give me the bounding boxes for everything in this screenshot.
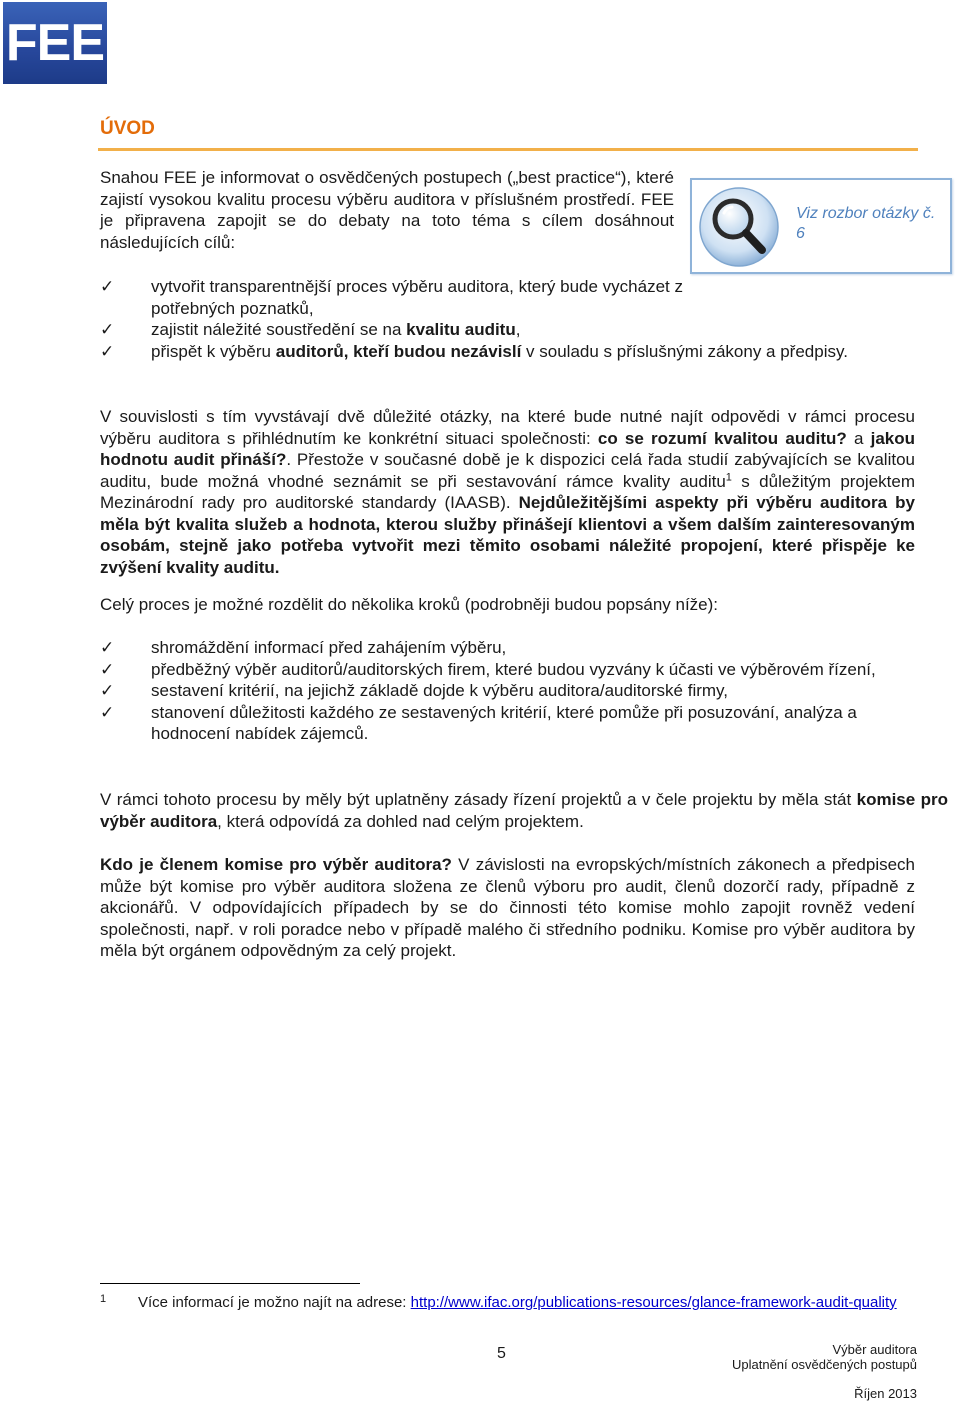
footnote-ref[interactable]: 1 [725,470,732,483]
list-item [100,276,711,319]
bold-run: co se rozumí kvalitou auditu? [597,428,847,448]
check-icon: ✓ [100,320,115,339]
list-item-bold: kvalitu auditu [406,320,516,339]
footer-date: Říjen 2013 [854,1386,917,1401]
steps-list [100,637,948,745]
list-item-text: zajistit náležité soustředění se na [151,320,407,339]
list-item [100,319,860,341]
list-item-text: předběžný výběr auditorů/auditorských firem, které budou vyzvány k účasti ve výběrovém řízení, [151,659,876,679]
footnote-label: Více informací je možno najít na adrese: [138,1294,411,1311]
check-icon: ✓ [100,277,115,296]
question-reference-text[interactable]: Viz rozbor otázky č. 6 [796,205,936,242]
paragraph-steps-intro: Celý proces je možné rozdělit do několika kroků (podrobněji budou popsány níže): [100,595,719,614]
list-item [100,680,948,702]
footnote-text [138,1292,897,1314]
paragraph-committee [100,789,948,832]
paragraph-committee-members [100,854,915,962]
footer-subtitle: Uplatnění osvědčených postupů [731,1357,917,1372]
list-item [100,659,948,681]
intro-paragraph: Snahou FEE je informovat o osvědčených postupech („best practice“), které zajistí vysokou kvalitu procesu výběru auditora v příslušném prostředí. FEE je připravena zapojit se do debaty na toto téma s cílem dosáhnout následujících cílů: [100,168,674,252]
check-icon: ✓ [100,341,115,361]
list-item-text: vytvořit transparentnější proces výběru auditora, který bude vycházet z potřebných poznatků, [151,277,683,318]
text-run: V rámci tohoto procesu by měly být uplatněny zásady řízení projektů a v čele projektu by měla stát [100,790,857,809]
footnote-link[interactable]: http://www.ifac.org/publications-resources/glance-framework-audit-quality [410,1294,897,1311]
footnote-number: 1 [100,1293,107,1305]
bold-run: jakou hodnotu audit přináší? [100,428,915,469]
text-run: a [846,428,871,448]
heading-rule [98,148,918,151]
bold-run: Nejdůležitějšími aspekty při výběru auditora by měla být kvalita služeb a hodnota, kterou služby přinášejí klientovi a všem dalším zainteresovaným osobám, stejně jako potřeba vytvořit mezi těmito osobami náležité propojení, které přispěje ke zvýšení kvality auditu. [100,493,915,577]
goals-list [100,276,860,362]
text-run: V souvislosti s tím vyvstávají dvě důležité otázky, na které bude nutné najít odpovědi v rámci procesu výběru auditora s přihlédnutím ke konkrétní situaci společnosti: [100,407,915,448]
check-icon: ✓ [100,702,115,722]
question-reference-box[interactable] [690,178,952,274]
list-item [100,702,911,745]
list-item-text: , [515,320,521,339]
list-item [100,637,948,659]
bold-run: Kdo je členem komise pro výběr auditora? [100,855,452,874]
paragraph-quality [100,406,915,578]
list-item-bold: auditorů, kteří budou nezávislí [275,341,522,361]
list-item-text: shromáždění informací před zahájením výběru, [151,638,507,657]
text-run: V závislosti na evropských/místních zákonech a předpisech může být komise pro výběr auditora složena ze členů výboru pro audit, členů dozorčí rady, případně z akcionářů. V odpovídajících případech by se do činnosti této komise mohlo zapojit rovněž vedení společnosti, např. v roli poradce nebo v případě malého či středního podniku. Komise pro výběr auditora by měla být orgánem odpovědným za celý projekt. [100,855,916,960]
bold-run: komise pro výběr auditora [100,790,948,831]
list-item-text: sestavení kritérií, na jejichž základě dojde k výběru auditora/auditorské firmy, [151,681,729,700]
list-item-text: v souladu s příslušnými zákony a předpisy. [521,341,848,361]
check-icon: ✓ [100,681,115,700]
text-run: , která odpovídá za dohled nad celým projektem. [217,811,584,831]
check-icon: ✓ [100,638,115,657]
list-item-text: stanovení důležitosti každého ze sestavených kritérií, které pomůže při posuzování, analýza a hodnocení nabídek zájemců. [151,702,857,743]
list-item [100,341,860,363]
footer-info [732,1342,917,1401]
footer-title: Výběr auditora [832,1342,917,1357]
magnifier-icon [698,186,780,268]
footnote-separator [100,1283,360,1284]
check-icon: ✓ [100,659,115,679]
list-item-text: přispět k výběru [151,341,276,361]
section-heading: ÚVOD [100,118,155,139]
text-run: . Přestože v současné době je k dispozici celá řada studií zabývajících se kvalitou auditu, bude možná vhodné seznámit se při sestavování rámce kvality auditu [100,450,915,491]
page-number: 5 [497,1345,506,1362]
fee-logo: FEE [3,2,107,84]
text-run: s důležitým projektem Mezinárodní rady pro auditorské standardy (IAASB). [100,471,915,512]
